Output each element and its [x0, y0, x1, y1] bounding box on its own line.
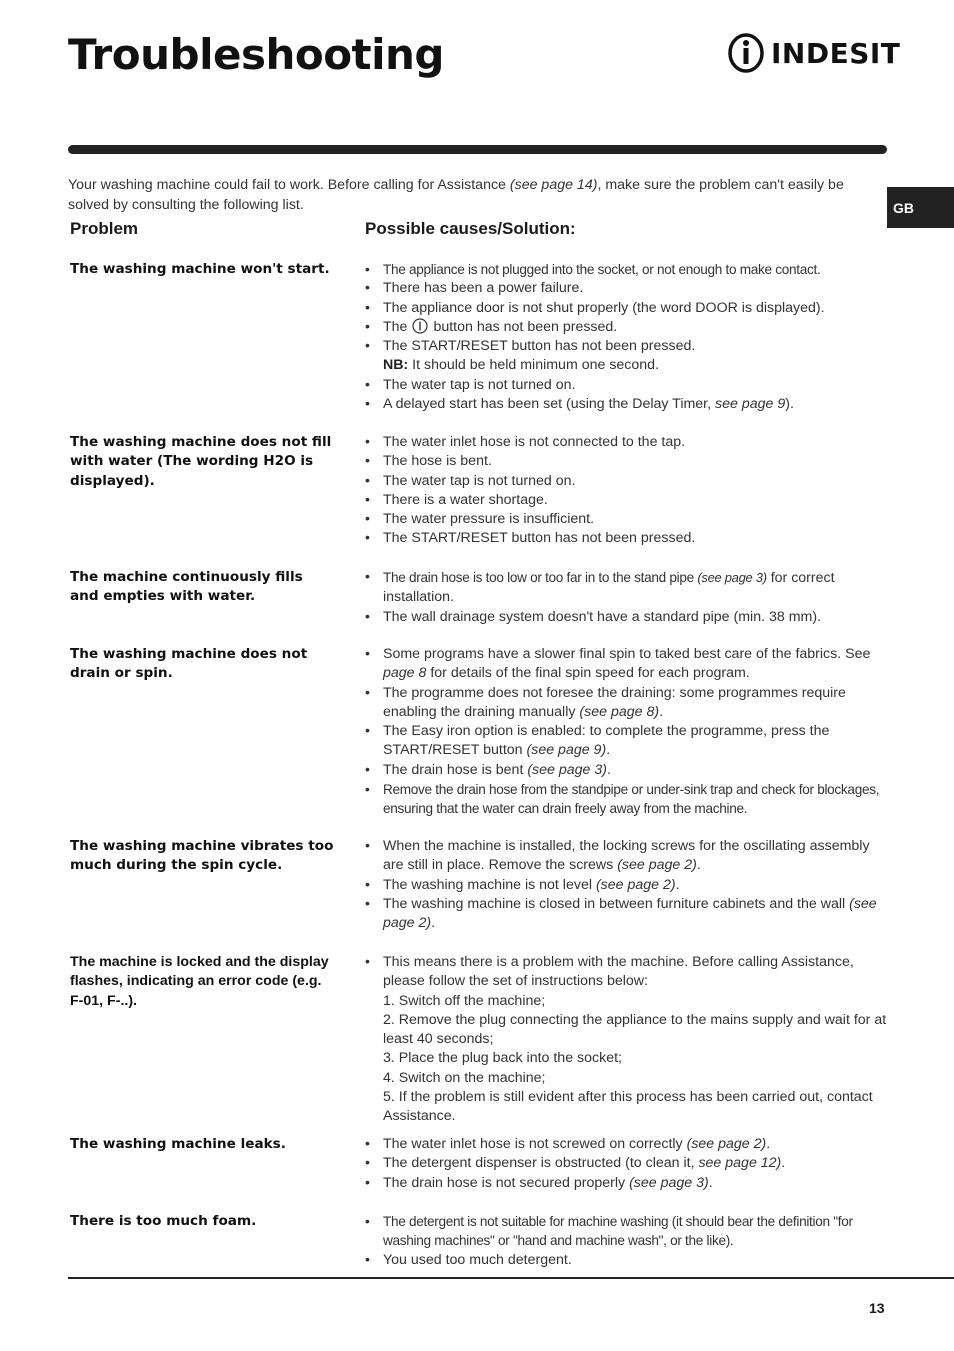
problem-text: The washing machine leaks.: [70, 1136, 286, 1152]
cause-item: • Some programs have a slower final spin to taked best care of the fabrics. See page 8 for details of the final spin speed for each program.: [362, 645, 887, 684]
cause-item: • The drain hose is bent (see page 3).: [362, 761, 887, 780]
indesit-logo: [727, 32, 900, 74]
causes-list: [362, 837, 887, 933]
language-tab: GB: [887, 187, 954, 228]
cause-item: • There is a water shortage.: [362, 491, 887, 510]
causes-column-heading: Possible causes/Solution:: [365, 219, 576, 238]
page-title: Troubleshooting: [68, 30, 444, 79]
cause-item: • The START/RESET button has not been pressed. NB: It should be held minimum one second.: [362, 337, 887, 376]
instruction-step: 1. Switch off the machine;: [383, 992, 546, 1009]
cause-item: • When the machine is installed, the locking screws for the oscillating assembly are still in place. Remove the screws (see page 2).: [362, 837, 887, 876]
problem-text: The machine is locked and the display flashes, indicating an error code (e.g. F-01, F-..).: [70, 954, 329, 1009]
cause-item: • The appliance is not plugged into the socket, or not enough to make contact.: [362, 260, 887, 279]
cause-item: • You used too much detergent.: [362, 1251, 887, 1270]
problem-text: The washing machine won't start.: [70, 261, 330, 277]
cause-item: • The appliance door is not shut properly (the word DOOR is displayed).: [362, 299, 887, 318]
cause-item: • The hose is bent.: [362, 452, 887, 471]
cause-item: • The water tap is not turned on.: [362, 472, 887, 491]
instruction-step: 3. Place the plug back into the socket;: [383, 1050, 622, 1067]
cause-item: • The washing machine is closed in between furniture cabinets and the wall (see page 2).: [362, 895, 887, 934]
brand-i-icon: [727, 32, 767, 74]
causes-list: [362, 953, 887, 1127]
cause-item: • The START/RESET button has not been pressed.: [362, 529, 887, 548]
intro-page-ref: (see page 14): [509, 177, 598, 193]
cause-item: • The button has not been pressed.: [362, 318, 887, 337]
cause-item: • The water tap is not turned on.: [362, 376, 887, 395]
cause-item: • The drain hose is too low or too far in to the stand pipe (see page 3) for correct installation.: [362, 568, 887, 608]
cause-item: • The water inlet hose is not connected to the tap.: [362, 433, 887, 452]
header-rule: [68, 145, 887, 154]
cause-item: • The water pressure is insufficient.: [362, 510, 887, 529]
problem-text: The washing machine does not fill with water (The wording H2O is displayed).: [70, 434, 332, 489]
cause-item: • Remove the drain hose from the standpipe or under-sink trap and check for blockages, ensuring that the water can drain freely away from the machine.: [362, 780, 887, 819]
causes-list: [362, 1212, 887, 1270]
problem-text: The washing machine vibrates too much during the spin cycle.: [70, 838, 334, 874]
cause-item: • The detergent is not suitable for machine washing (it should bear the definition "for washing machines" or "hand and machine wash", or the like).: [362, 1212, 887, 1251]
problem-column-heading: Problem: [70, 219, 139, 238]
brand-name: INDESIT: [771, 36, 901, 70]
page-number: 13: [869, 1300, 885, 1316]
problem-text: The machine continuously fills and empties with water.: [70, 569, 303, 605]
intro-paragraph: Your washing machine could fail to work. Before calling for Assistance (see page 14), make sure the problem can't easily be solved by consulting the following list.: [68, 177, 844, 213]
causes-list: [362, 645, 887, 819]
cause-item: • The Easy iron option is enabled: to complete the programme, press the START/RESET button (see page 9).: [362, 722, 887, 761]
cause-item: • The programme does not foresee the draining: some programmes require enabling the draining manually (see page 8).: [362, 684, 887, 723]
problem-text: The washing machine does not drain or spin.: [70, 646, 308, 682]
cause-item: • A delayed start has been set (using the Delay Timer, see page 9).: [362, 395, 887, 414]
causes-list: [362, 568, 887, 627]
footer-rule: [68, 1277, 954, 1279]
cause-item: • The washing machine is not level (see page 2).: [362, 876, 887, 895]
cause-item: • The water inlet hose is not screwed on correctly (see page 2).: [362, 1135, 887, 1154]
instruction-step: 2. Remove the plug connecting the appliance to the mains supply and wait for at least 40 seconds;: [383, 1011, 887, 1048]
cause-item: • This means there is a problem with the machine. Before calling Assistance, please follow the set of instructions below: 1. Switch off the machine; 2. Remove the plug connecting the appliance to the mains supply and wait for at least 40 seconds; 3. Place the plug back into the socket; 4. Switch on the machine; 5. If the problem is still evident after this process has been carried out, contact Assistance.: [362, 953, 887, 1127]
instruction-step: 4. Switch on the machine;: [383, 1069, 546, 1086]
cause-item: • The wall drainage system doesn't have a standard pipe (min. 38 mm).: [362, 608, 887, 627]
causes-list: [362, 260, 887, 414]
causes-list: [362, 433, 887, 549]
instruction-step: 5. If the problem is still evident after this process has been carried out, contact Assistance.: [383, 1089, 873, 1125]
nb-label: NB:: [383, 357, 409, 374]
power-button-icon: [412, 318, 428, 334]
cause-item: • There has been a power failure.: [362, 279, 887, 298]
cause-item: • The drain hose is not secured properly (see page 3).: [362, 1174, 887, 1193]
problem-text: There is too much foam.: [70, 1213, 257, 1229]
causes-list: [362, 1135, 887, 1193]
cause-item: • The detergent dispenser is obstructed (to clean it, see page 12).: [362, 1154, 887, 1173]
